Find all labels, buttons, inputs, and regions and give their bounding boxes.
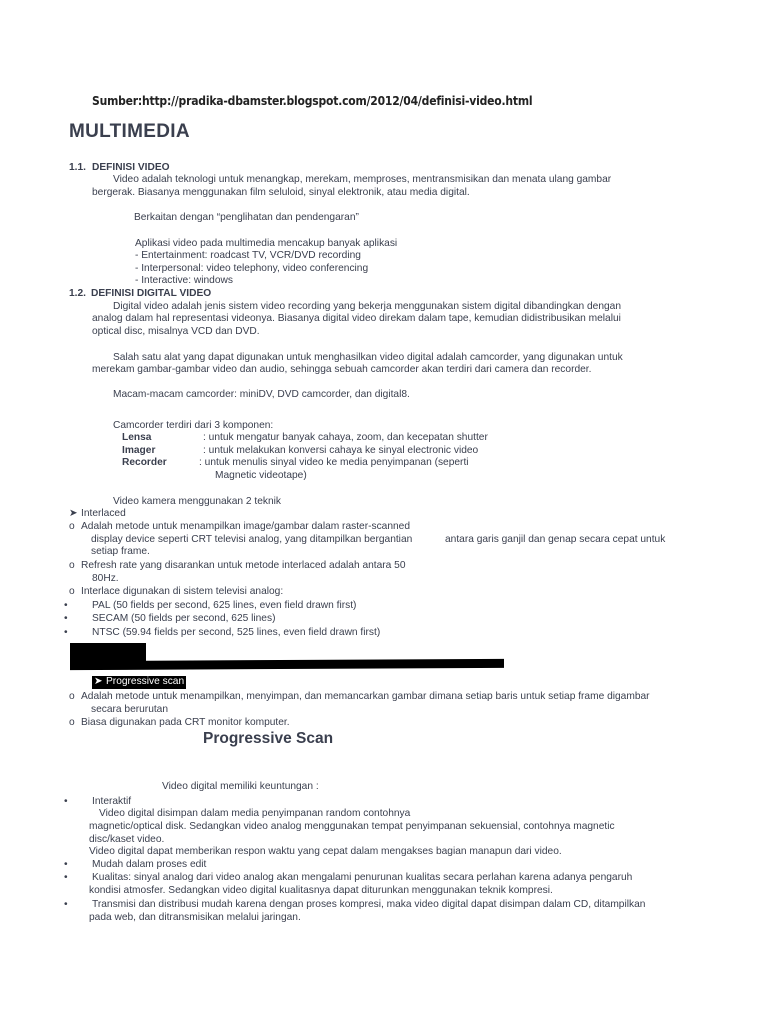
- advantage-4-line2: pada web, dan ditransmisikan melalui jaringan.: [89, 912, 301, 923]
- circle-bullet-icon: o: [69, 521, 75, 532]
- section-1-1-number: 1.1.: [69, 162, 86, 173]
- paragraph-components-intro: Camcorder terdiri dari 3 komponen:: [113, 420, 274, 431]
- progressive-point-2: o Biasa digunakan pada CRT monitor komputer.: [69, 717, 290, 728]
- paragraph-camcorder-types: Macam-macam camcorder: miniDV, DVD camcorder, dan digital8.: [113, 389, 410, 400]
- progressive-scan-heading: Progressive Scan: [203, 730, 334, 747]
- advantage-3-line2: kondisi atmosfer. Sedangkan video digital kualitasnya dapat diturunkan menggunakan teknik kompresi.: [89, 885, 553, 896]
- component-name: Lensa: [122, 432, 152, 443]
- interlaced-point-3: o Interlace digunakan di sistem televisi analog:: [69, 586, 284, 597]
- component-desc-continued: Magnetic videotape): [215, 470, 307, 481]
- app-item: - Interpersonal: video telephony, video conferencing: [135, 263, 369, 274]
- interlaced-point-1: o Adalah metode untuk menampilkan image/gambar dalam raster-scanned: [69, 521, 411, 532]
- component-desc: : untuk mengatur banyak cahaya, zoom, dan kecepatan shutter: [203, 432, 488, 443]
- tv-item: • SECAM (50 fields per second, 625 lines): [64, 613, 276, 624]
- progressive-point-1: o Adalah metode untuk menampilkan, menyimpan, dan memancarkan gambar dimana setiap baris untuk setiap frame digambar: [69, 691, 650, 702]
- dot-bullet-icon: •: [64, 899, 68, 910]
- paragraph-digital-video-line3: optical disc, misalnya VCD dan DVD.: [92, 326, 260, 337]
- arrow-bullet-icon: ➤: [69, 508, 78, 519]
- app-item: - Interactive: windows: [135, 275, 233, 286]
- advantage-1-line3: disc/kaset video.: [89, 834, 165, 845]
- paragraph-aplikasi: Aplikasi video pada multimedia mencakup banyak aplikasi: [135, 238, 398, 249]
- arrow-bullet-icon: ➤: [94, 676, 103, 687]
- paragraph-camcorder-line2: merekam gambar-gambar video dan audio, sehingga sebuah camcorder akan terdiri dari camera dan recorder.: [92, 364, 592, 375]
- dot-bullet-icon: •: [64, 627, 68, 638]
- interlaced-point-2-line2: 80Hz.: [92, 573, 119, 584]
- advantage-item: • Interaktif: [64, 796, 132, 807]
- interlaced-point-2: o Refresh rate yang disarankan untuk metode interlaced adalah antara 50: [69, 560, 406, 571]
- progressive-label: Progressive scan: [106, 676, 185, 687]
- dot-bullet-icon: •: [64, 600, 68, 611]
- dot-bullet-icon: •: [64, 872, 68, 883]
- interlaced-point-1-line2b: antara garis ganjil dan genap secara cepat untuk: [445, 534, 666, 545]
- circle-bullet-icon: o: [69, 691, 75, 702]
- black-bar: [70, 659, 504, 670]
- source-line: Sumber:http://pradika-dbamster.blogspot.com/2012/04/definisi-video.html: [92, 94, 533, 108]
- paragraph-teknik: Video kamera menggunakan 2 teknik: [113, 496, 282, 507]
- section-1-2-number: 1.2.: [69, 288, 86, 299]
- progressive-item: [94, 676, 184, 689]
- tv-item: • PAL (50 fields per second, 625 lines, even field drawn first): [64, 600, 357, 611]
- advantage-1-line2: magnetic/optical disk. Sedangkan video analog menggunakan tempat penyimpanan sekuensial, contohnya magnetic: [89, 821, 615, 832]
- dot-bullet-icon: •: [64, 613, 68, 624]
- app-item: - Entertainment: roadcast TV, VCR/DVD recording: [135, 250, 361, 261]
- circle-bullet-icon: o: [69, 560, 75, 571]
- circle-bullet-icon: o: [69, 717, 75, 728]
- advantages-intro: Video digital memiliki keuntungan :: [162, 781, 319, 792]
- paragraph-video-def-line1: Video adalah teknologi untuk menangkap, merekam, memproses, mentransmisikan dan menata ulang gambar: [113, 174, 612, 185]
- advantage-item: • Transmisi dan distribusi mudah karena dengan proses kompresi, maka video digital dapat disimpan dalam CD, ditampilkan: [64, 899, 646, 910]
- tv-item: • NTSC (59.94 fields per second, 525 lines, even field drawn first): [64, 627, 381, 638]
- section-1-1-heading: DEFINISI VIDEO: [92, 162, 170, 173]
- dot-bullet-icon: •: [64, 859, 68, 870]
- component-name: Imager: [122, 445, 156, 456]
- component-desc: : untuk menulis sinyal video ke media penyimpanan (seperti: [199, 457, 469, 468]
- component-name: Recorder: [122, 457, 167, 468]
- paragraph-digital-video-line2: analog dalam hal representasi videonya. Biasanya digital video direkam dalam tape, kemudian didistribusikan melalui: [92, 313, 621, 324]
- section-1-2-heading: DEFINISI DIGITAL VIDEO: [91, 288, 212, 299]
- paragraph-video-def-line2: bergerak. Biasanya menggunakan film seluloid, sinyal elektronik, atau media digital.: [92, 187, 470, 198]
- advantage-1-line4: Video digital dapat memberikan respon waktu yang cepat dalam mengakses bagian manapun dari video.: [89, 846, 562, 857]
- progressive-point-1-line2: secara berurutan: [91, 704, 169, 715]
- component-desc: : untuk melakukan konversi cahaya ke sinyal electronic video: [203, 445, 479, 456]
- paragraph-digital-video-line1: Digital video adalah jenis sistem video recording yang bekerja menggunakan sistem digital dibandingkan dengan: [113, 301, 621, 312]
- dot-bullet-icon: •: [64, 796, 68, 807]
- advantage-item: • Mudah dalam proses edit: [64, 859, 207, 870]
- interlaced-point-1-line2: display device seperti CRT televisi analog, yang ditampilkan bergantian: [91, 534, 413, 545]
- advantage-item: • Kualitas: sinyal analog dari video analog akan mengalami penurunan kualitas secara perlahan karena adanya pengaruh: [64, 872, 633, 883]
- circle-bullet-icon: o: [69, 586, 75, 597]
- page-title: MULTIMEDIA: [69, 121, 190, 142]
- advantage-1-line1: Video digital disimpan dalam media penyimpanan random contohnya: [99, 808, 411, 819]
- paragraph-camcorder-line1: Salah satu alat yang dapat digunakan untuk menghasilkan video digital adalah camcorder, yang digunakan untuk: [113, 352, 623, 363]
- paragraph-penglihatan: Berkaitan dengan “penglihatan dan pendengaran”: [134, 212, 359, 223]
- interlaced-point-1-line3: setiap frame.: [91, 546, 150, 557]
- interlaced-label: Interlaced: [81, 508, 126, 519]
- interlaced-item: [69, 508, 126, 521]
